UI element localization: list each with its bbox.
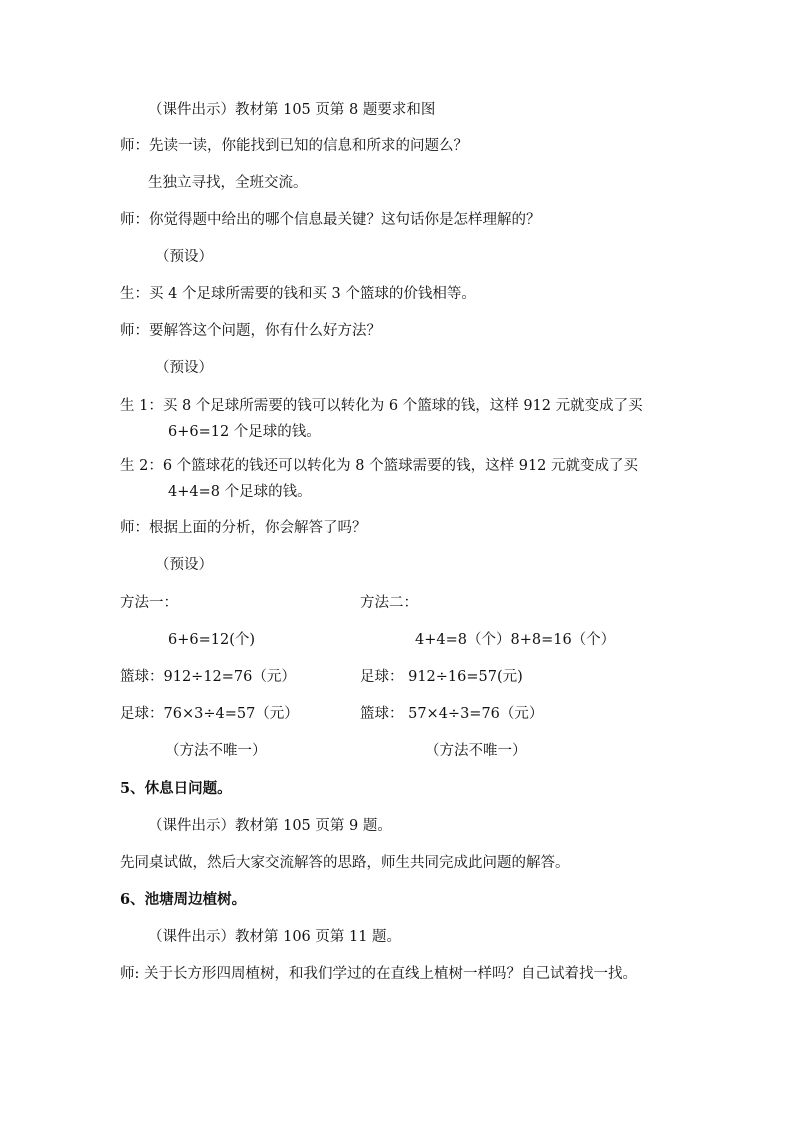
method-two-title: 方法二：: [360, 595, 418, 611]
method-one-note: （方法不唯一）: [165, 743, 267, 759]
method-two-note: （方法不唯一）: [425, 743, 527, 759]
student-1-continuation: 6+6=12 个足球的钱。: [168, 424, 321, 440]
method-one-step: 篮球：912÷12=76（元）: [120, 669, 296, 685]
teacher-line: 师：你觉得题中给出的哪个信息最关键？这句话你是怎样理解的？: [120, 212, 541, 228]
teacher-line: 师：先读一读，你能找到已知的信息和所求的问题么？: [120, 138, 468, 154]
paragraph: 先同桌试做，然后大家交流解答的思路，师生共同完成此问题的解答。: [120, 855, 570, 871]
student-2-line: 生 2：6 个篮球花的钱还可以转化为 8 个篮球需要的钱，这样 912 元就变成了买: [120, 458, 639, 474]
student-line: 生独立寻找，全班交流。: [148, 175, 308, 191]
method-one-step: 6+6=12(个): [168, 632, 256, 648]
method-one-title: 方法一：: [120, 595, 178, 611]
section-heading: 5、休息日问题。: [120, 780, 232, 797]
student-1-line: 生 1：买 8 个足球所需要的钱可以转化为 6 个篮球的钱，这样 912 元就变成了买: [120, 398, 643, 414]
section-heading: 6、池塘周边植树。: [120, 891, 247, 908]
preset-label: （预设）: [155, 360, 213, 376]
preset-label: （预设）: [155, 249, 213, 265]
teacher-line: 师: 关于长方形四周植树，和我们学过的在直线上植树一样吗？自己试着找一找。: [120, 966, 637, 982]
method-two-step: 4+4=8（个）8+8=16（个）: [415, 632, 616, 648]
method-two-step: 足球： 912÷16=57(元): [360, 669, 523, 685]
courseware-note: （课件出示）教材第 105 页第 9 题。: [148, 818, 392, 834]
method-one-step: 足球：76×3÷4=57（元）: [120, 706, 299, 722]
teacher-line: 师：根据上面的分析，你会解答了吗？: [120, 520, 367, 536]
courseware-note: （课件出示）教材第 105 页第 8 题要求和图: [148, 102, 436, 118]
student-line: 生：买 4 个足球所需要的钱和买 3 个篮球的价钱相等。: [120, 286, 476, 302]
method-two-step: 篮球： 57×4÷3=76（元）: [360, 706, 544, 722]
teacher-line: 师：要解答这个问题，你有什么好方法？: [120, 323, 381, 339]
courseware-note: （课件出示）教材第 106 页第 11 题。: [148, 929, 402, 945]
student-2-continuation: 4+4=8 个足球的钱。: [168, 484, 312, 500]
preset-label: （预设）: [155, 557, 213, 573]
